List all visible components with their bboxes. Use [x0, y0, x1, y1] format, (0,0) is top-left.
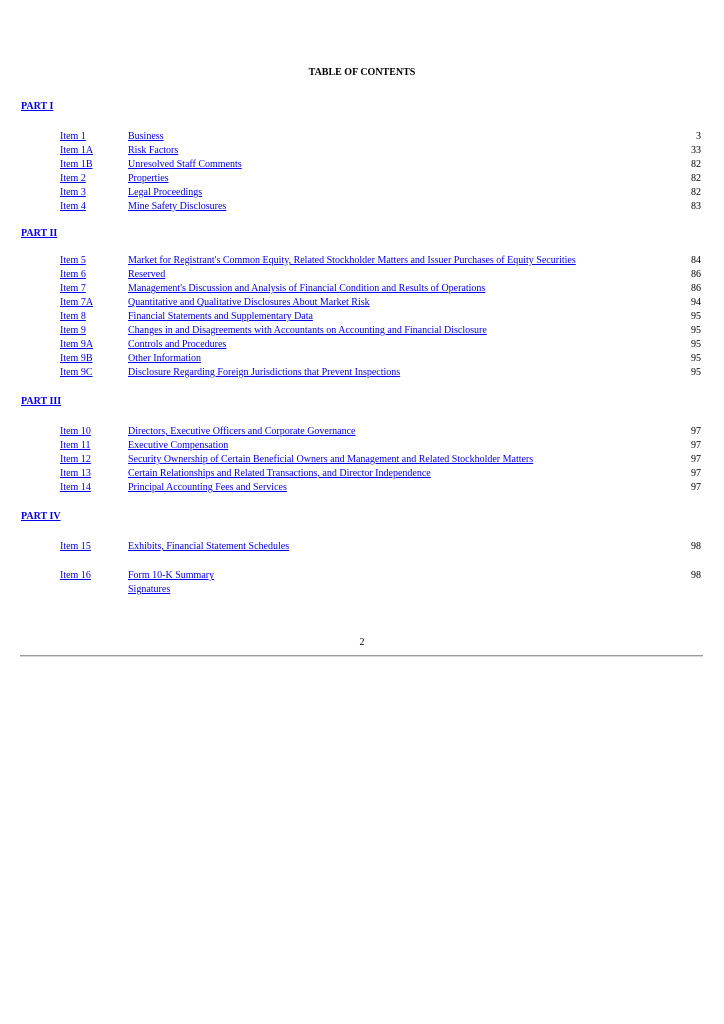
- item-link[interactable]: Item 1B: [60, 159, 93, 170]
- item-link[interactable]: Item 10: [60, 426, 91, 437]
- item-description-link[interactable]: Principal Accounting Fees and Services: [128, 482, 287, 493]
- item-link[interactable]: Item 7A: [60, 297, 94, 308]
- item-link[interactable]: Item 15: [60, 541, 91, 552]
- toc-row-item-1: [0, 131, 724, 145]
- page-number: 82: [691, 159, 701, 170]
- item-description-link[interactable]: Executive Compensation: [128, 440, 229, 451]
- item-description-link[interactable]: Directors, Executive Officers and Corporate Governance: [128, 426, 356, 437]
- item-link[interactable]: Item 14: [60, 482, 91, 493]
- page-number: 97: [691, 454, 701, 465]
- item-description-link[interactable]: Changes in and Disagreements with Accountants on Accounting and Financial Disclosure: [128, 325, 487, 336]
- page-number: 82: [691, 187, 701, 198]
- toc-row-item-10: [0, 426, 724, 440]
- item-link[interactable]: Item 9A: [60, 339, 94, 350]
- item-link[interactable]: Item 13: [60, 468, 91, 479]
- toc-row-item-7a: [0, 297, 724, 311]
- page-number: 86: [691, 269, 701, 280]
- item-description-link[interactable]: Certain Relationships and Related Transactions, and Director Independence: [128, 468, 431, 479]
- toc-row-item-3: [0, 187, 724, 201]
- page-divider: [20, 655, 703, 657]
- toc-row-item-16: [0, 570, 724, 584]
- item-link[interactable]: Item 12: [60, 454, 91, 465]
- toc-row-item-11: [0, 440, 724, 454]
- item-description-link[interactable]: Unresolved Staff Comments: [128, 159, 242, 170]
- item-description-link[interactable]: Market for Registrant's Common Equity, Related Stockholder Matters and Issuer Purchases of Equity Securities: [128, 255, 576, 266]
- page-footer-number: 2: [359, 637, 365, 648]
- toc-row-item-1b: [0, 159, 724, 173]
- item-description-link[interactable]: Risk Factors: [128, 145, 179, 156]
- page-number: 97: [691, 440, 701, 451]
- page-number: 97: [691, 426, 701, 437]
- page-number: 86: [691, 283, 701, 294]
- item-link[interactable]: Item 8: [60, 311, 86, 322]
- item-link[interactable]: Item 9C: [60, 367, 93, 378]
- item-link[interactable]: Item 9: [60, 325, 86, 336]
- toc-title: TABLE OF CONTENTS: [308, 67, 416, 78]
- item-description-link[interactable]: Properties: [128, 173, 169, 184]
- part-ii-link[interactable]: PART II: [21, 228, 58, 239]
- toc-row-item-8: [0, 311, 724, 325]
- page-number: 95: [691, 325, 701, 336]
- page-number: 95: [691, 367, 701, 378]
- item-link[interactable]: Item 6: [60, 269, 86, 280]
- item-link[interactable]: Item 9B: [60, 353, 93, 364]
- item-link[interactable]: Item 16: [60, 570, 91, 581]
- part-iv-link[interactable]: PART IV: [21, 511, 61, 522]
- toc-row-item-2: [0, 173, 724, 187]
- toc-row-item-13: [0, 468, 724, 482]
- page-number: 84: [691, 255, 701, 266]
- item-link[interactable]: Item 2: [60, 173, 86, 184]
- toc-row-item-15: [0, 541, 724, 555]
- toc-row-item-9b: [0, 353, 724, 367]
- item-link[interactable]: Item 7: [60, 283, 86, 294]
- page-number: 82: [691, 173, 701, 184]
- item-description-link[interactable]: Security Ownership of Certain Beneficial Owners and Management and Related Stockholder Matters: [128, 454, 534, 465]
- toc-row-item-9c: [0, 367, 724, 381]
- item-description-link[interactable]: Legal Proceedings: [128, 187, 203, 198]
- item-link[interactable]: Item 11: [60, 440, 91, 451]
- toc-row-item-4: [0, 201, 724, 215]
- toc-row-item-9: [0, 325, 724, 339]
- item-description-link[interactable]: Other Information: [128, 353, 202, 364]
- toc-row-item-6: [0, 269, 724, 283]
- item-description-link[interactable]: Disclosure Regarding Foreign Jurisdictions that Prevent Inspections: [128, 367, 401, 378]
- page-number: 94: [691, 297, 701, 308]
- item-description-link[interactable]: Mine Safety Disclosures: [128, 201, 227, 212]
- page-number: 97: [691, 482, 701, 493]
- page-number: 98: [691, 570, 701, 581]
- page-number: 95: [691, 339, 701, 350]
- item-description-link[interactable]: Business: [128, 131, 164, 142]
- part-iii-link[interactable]: PART III: [21, 396, 62, 407]
- item-description-link[interactable]: Quantitative and Qualitative Disclosures About Market Risk: [128, 297, 370, 308]
- item-link[interactable]: Item 1: [60, 131, 86, 142]
- item-description-link[interactable]: Reserved: [128, 269, 166, 280]
- item-link[interactable]: Item 1A: [60, 145, 94, 156]
- item-link[interactable]: Item 3: [60, 187, 86, 198]
- page-number: 83: [691, 201, 701, 212]
- item-link[interactable]: Item 5: [60, 255, 86, 266]
- page-number: 97: [691, 468, 701, 479]
- item-description-link[interactable]: Exhibits, Financial Statement Schedules: [128, 541, 290, 552]
- page-number: 95: [691, 353, 701, 364]
- item-link[interactable]: Item 4: [60, 201, 86, 212]
- toc-row-item-9a: [0, 339, 724, 353]
- item-description-link[interactable]: Controls and Procedures: [128, 339, 227, 350]
- toc-row-item-12: [0, 454, 724, 468]
- toc-row-item-14: [0, 482, 724, 496]
- toc-row-item-1a: [0, 145, 724, 159]
- page-number: 3: [696, 131, 701, 142]
- page-number: 33: [691, 145, 701, 156]
- page-number: 98: [691, 541, 701, 552]
- toc-row-item-5: [0, 255, 724, 269]
- part-i-link[interactable]: PART I: [21, 101, 54, 112]
- item-description-link[interactable]: Form 10-K Summary: [128, 570, 215, 581]
- page-number: 95: [691, 311, 701, 322]
- item-description-link[interactable]: Financial Statements and Supplementary Data: [128, 311, 313, 322]
- item-description-link[interactable]: Management's Discussion and Analysis of Financial Condition and Results of Operations: [128, 283, 486, 294]
- toc-row-signatures: [0, 584, 724, 598]
- signatures-link[interactable]: Signatures: [128, 584, 171, 595]
- toc-row-item-7: [0, 283, 724, 297]
